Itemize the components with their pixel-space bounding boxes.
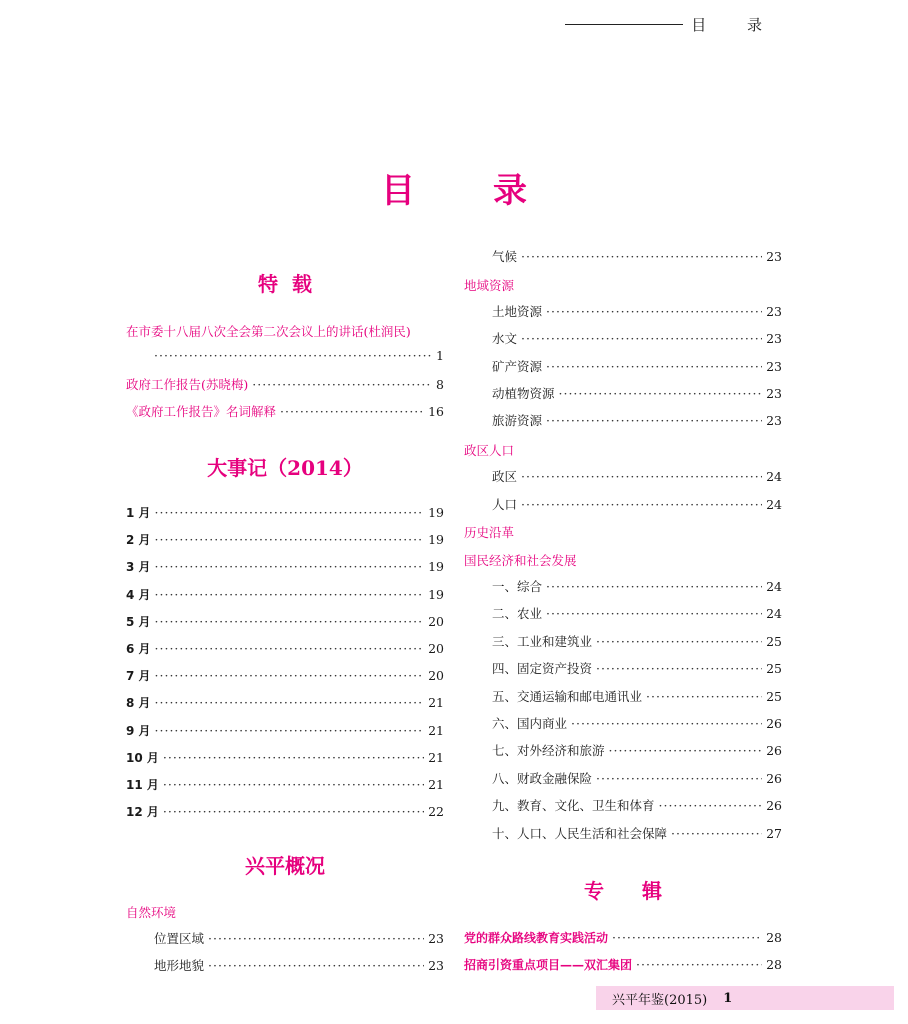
leader-dots (609, 743, 763, 758)
toc-entry-special-1-label[interactable]: 在市委十八届八次全会第二次会议上的讲话(杜润民) (126, 324, 411, 339)
section-title-overview: 兴平概况 (245, 854, 325, 878)
entry-label: 人口 (492, 496, 518, 512)
leader-dots (546, 413, 762, 428)
entry-label: 七、对外经济和旅游 (492, 743, 605, 759)
toc-entry-month[interactable] (126, 586, 444, 606)
entry-label: 政区 (492, 469, 518, 484)
leader-dots (252, 377, 432, 392)
leader-dots (596, 634, 762, 649)
leader-dots (163, 750, 424, 765)
leader-dots (155, 532, 425, 547)
entry-label: 一、综合 (492, 579, 543, 594)
toc-entry-economy[interactable] (492, 604, 782, 624)
leader-dots (208, 958, 424, 973)
entry-label: 气候 (492, 249, 518, 264)
leader-dots (155, 614, 425, 629)
entry-label: 九、教育、文化、卫生和体育 (492, 798, 655, 814)
leader-dots (163, 777, 424, 792)
entry-label: 党的群众路线教育实践活动 (464, 931, 609, 945)
entry-label: 4 月 (126, 587, 151, 602)
subheading-history[interactable]: 历史沿革 (464, 525, 515, 540)
entry-label: 旅游资源 (492, 413, 543, 429)
page-number: 26 (766, 743, 782, 759)
page-number: 1 (436, 348, 444, 363)
leader-dots (571, 716, 762, 731)
leader-dots (659, 798, 763, 813)
entry-label: 招商引资重点项目——双汇集团 (464, 958, 633, 972)
running-head-text: 目 录 (691, 16, 780, 34)
toc-entry-economy[interactable] (492, 714, 782, 734)
entry-label: 土地资源 (492, 304, 543, 319)
page-number: 28 (766, 957, 782, 972)
leader-dots (155, 723, 425, 738)
toc-entry-economy[interactable] (492, 769, 782, 789)
leader-dots (546, 579, 762, 594)
entry-label: 六、国内商业 (492, 716, 568, 731)
entry-label: 11 月 (126, 778, 159, 792)
toc-entry-economy[interactable] (492, 796, 782, 816)
page-number: 23 (428, 958, 444, 973)
toc-entry-location[interactable] (154, 929, 444, 949)
toc-entry-economy[interactable] (492, 659, 782, 679)
footer-page-number: 1 (723, 990, 733, 1006)
entry-label: 十、人口、人民生活和社会保障 (492, 825, 668, 841)
toc-entry-month[interactable] (126, 776, 444, 796)
entry-label: 6 月 (126, 642, 151, 656)
toc-entry-month[interactable] (126, 531, 444, 551)
leader-dots (155, 695, 425, 710)
section-title-special: 特载 (258, 272, 326, 296)
toc-entry-month[interactable] (126, 749, 444, 769)
leader-dots (155, 641, 425, 656)
leader-dots (280, 404, 424, 419)
toc-entry-month[interactable] (126, 640, 444, 660)
subheading-natural-environment[interactable]: 自然环境 (126, 905, 177, 920)
leader-dots (671, 826, 762, 841)
entry-label: 政府工作报告(苏晓梅) (126, 377, 249, 392)
page-number: 16 (428, 404, 444, 419)
toc-entry-month[interactable] (126, 694, 444, 714)
leader-dots (163, 804, 424, 819)
toc-entry-month[interactable] (126, 803, 444, 823)
toc-entry-population[interactable] (492, 467, 782, 487)
toc-entry-month[interactable] (126, 504, 444, 524)
toc-entry-resource[interactable] (492, 302, 782, 322)
entry-label: 五、交通运输和邮电通讯业 (492, 688, 643, 704)
toc-entry-special-3[interactable] (126, 402, 444, 422)
entry-label: 3 月 (126, 560, 151, 575)
leader-dots (612, 930, 762, 945)
leader-dots (596, 771, 762, 786)
page-number: 19 (428, 559, 444, 575)
section-title-events: 大事记（2014） (207, 456, 363, 480)
toc-entry-resource[interactable] (492, 384, 782, 404)
page-number: 23 (766, 331, 782, 347)
leader-dots (208, 931, 424, 946)
entry-label: 水文 (492, 331, 518, 347)
subheading-population[interactable]: 政区人口 (464, 443, 515, 458)
toc-entry-month[interactable] (126, 722, 444, 742)
leader-dots (596, 661, 762, 676)
toc-entry-resource[interactable] (492, 411, 782, 431)
page-number: 23 (766, 385, 782, 401)
leader-dots (154, 348, 432, 363)
subheading-economy[interactable]: 国民经济和社会发展 (464, 553, 577, 568)
page-number: 23 (766, 358, 782, 374)
page-number: 27 (766, 825, 782, 841)
page-number: 19 (428, 505, 444, 520)
leader-dots (646, 689, 762, 704)
entry-label: 5 月 (126, 614, 151, 629)
toc-entry-special-1[interactable] (150, 348, 444, 368)
page-number: 23 (766, 249, 782, 264)
toc-entry-month[interactable] (126, 613, 444, 633)
header-rule (565, 24, 683, 25)
leader-dots (155, 587, 425, 602)
page-number: 26 (766, 798, 782, 814)
running-head (565, 14, 780, 35)
toc-entry-month[interactable] (126, 558, 444, 578)
leader-dots (559, 386, 763, 401)
entry-label: 1 月 (126, 506, 151, 520)
page-number: 20 (428, 668, 444, 684)
leader-dots (521, 469, 762, 484)
page-number: 20 (428, 641, 444, 656)
entry-label: 《政府工作报告》名词解释 (126, 404, 277, 419)
entry-label: 12 月 (126, 805, 159, 820)
toc-entry-resource[interactable] (492, 357, 782, 377)
leader-dots (546, 359, 762, 374)
entry-label: 8 月 (126, 696, 151, 711)
page-number: 25 (766, 688, 782, 704)
page-number: 21 (428, 722, 444, 738)
leader-dots (521, 331, 762, 346)
page-number: 21 (428, 749, 444, 765)
page-number: 25 (766, 661, 782, 677)
page-number: 25 (766, 633, 782, 649)
page-title: 目录 (381, 171, 605, 211)
toc-entry-special-2[interactable] (126, 375, 444, 395)
page-number: 23 (428, 931, 444, 946)
toc-entry-population[interactable] (492, 495, 782, 515)
page-number: 24 (766, 496, 782, 512)
toc-entry-economy[interactable] (492, 577, 782, 597)
leader-dots (155, 505, 425, 520)
entry-label: 八、财政金融保险 (492, 770, 593, 786)
toc-entry-month[interactable] (126, 667, 444, 687)
toc-entry-resource[interactable] (492, 329, 782, 349)
page-number: 23 (766, 304, 782, 319)
page-number: 24 (766, 606, 782, 622)
entry-label: 动植物资源 (492, 385, 555, 401)
page-number: 21 (428, 695, 444, 711)
toc-entry-economy[interactable] (492, 824, 782, 844)
entry-label: 10 月 (126, 750, 159, 765)
subheading-resources[interactable]: 地域资源 (464, 278, 515, 293)
entry-label: 三、工业和建筑业 (492, 633, 593, 649)
page-number: 26 (766, 770, 782, 786)
entry-label: 矿产资源 (492, 358, 543, 374)
entry-label: 二、农业 (492, 606, 543, 622)
toc-entry-climate[interactable] (492, 247, 782, 267)
leader-dots (155, 668, 425, 683)
page-number: 22 (428, 804, 444, 820)
leader-dots (521, 497, 762, 512)
entry-label: 2 月 (126, 533, 151, 548)
leader-dots (546, 606, 762, 621)
leader-dots (521, 249, 762, 264)
page-number: 23 (766, 413, 782, 429)
toc-entry-economy[interactable] (492, 632, 782, 652)
page-number: 21 (428, 777, 444, 792)
toc-entry-album-2[interactable] (464, 956, 782, 976)
leader-dots (155, 559, 425, 574)
leader-dots (636, 957, 762, 972)
footer-book-title: 兴平年鉴(2015) (612, 992, 708, 1008)
toc-entry-economy[interactable] (492, 741, 782, 761)
page-number: 19 (428, 586, 444, 602)
section-title-album: 专辑 (584, 879, 700, 903)
page-number: 26 (766, 716, 782, 731)
entry-label: 四、固定资产投资 (492, 661, 593, 677)
page-number: 19 (428, 532, 444, 548)
entry-label: 9 月 (126, 723, 151, 738)
toc-entry-album-1[interactable] (464, 929, 782, 949)
entry-label: 位置区域 (154, 931, 205, 946)
toc-entry-landform[interactable] (154, 956, 444, 976)
page-number: 28 (766, 930, 782, 945)
page-number: 20 (428, 613, 444, 629)
entry-label: 地形地貌 (154, 958, 205, 973)
page-number: 24 (766, 579, 782, 594)
leader-dots (546, 304, 762, 319)
toc-entry-economy[interactable] (492, 687, 782, 707)
entry-label: 7 月 (126, 669, 151, 684)
page-number: 24 (766, 469, 782, 484)
footer-bar (596, 986, 894, 1010)
page-number: 8 (436, 377, 444, 392)
